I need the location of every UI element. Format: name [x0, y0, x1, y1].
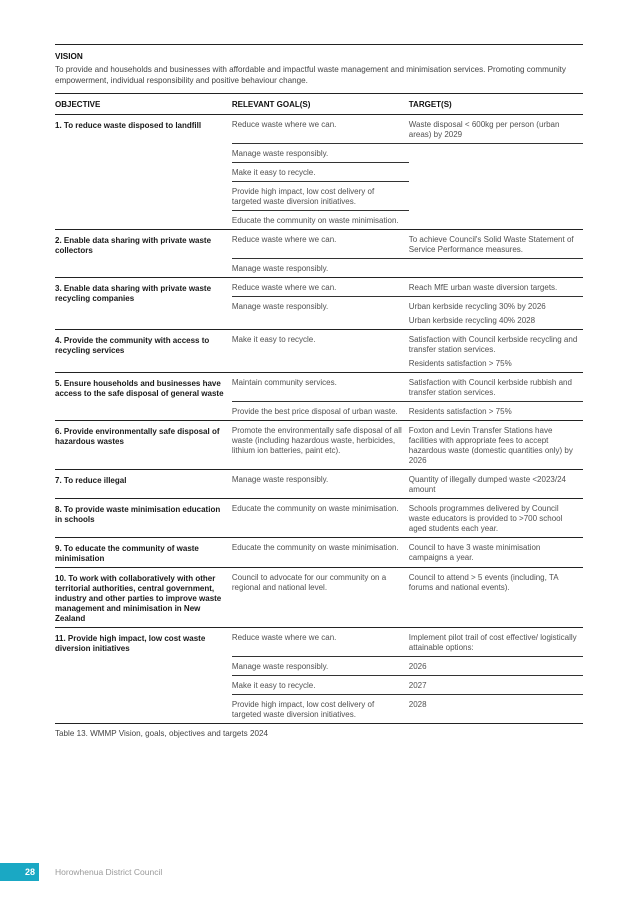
vision-top-rule [55, 44, 583, 45]
goal-cell: Reduce waste where we can. [232, 230, 409, 259]
objective-cell: 10. To work with collaboratively with other territorial authorities, central government, industry and other parties to improve waste management and minimisation in New Zealand [55, 568, 232, 628]
target-cell [409, 144, 583, 163]
target-cell [409, 115, 583, 144]
target-cell [409, 182, 583, 211]
target-cell [409, 538, 583, 568]
target-text: Urban kerbside recycling 40% 2028 [408, 316, 536, 326]
table-row [55, 373, 583, 402]
header-targets: TARGET(S) [409, 94, 583, 115]
target-text: Implement pilot trail of cost effective/ logistically attainable options: [408, 633, 577, 653]
header-relevant-goals: RELEVANT GOAL(S) [232, 94, 409, 115]
goal-cell: Make it easy to recycle. [232, 163, 409, 182]
goal-cell: Provide the best price disposal of urban waste. [232, 402, 409, 421]
target-text: 2026 [408, 662, 427, 672]
objective-cell: 7. To reduce illegal [55, 470, 232, 499]
target-cell [409, 695, 583, 724]
council-name: Horowhenua District Council [55, 867, 163, 877]
target-cell [409, 657, 583, 676]
table-row [55, 538, 583, 568]
table-caption: Table 13. WMMP Vision, goals, objectives and targets 2024 [55, 729, 268, 739]
goal-cell: Reduce waste where we can. [232, 278, 409, 297]
target-cell [409, 568, 583, 628]
table-row [55, 568, 583, 628]
goal-cell: Manage waste responsibly. [232, 144, 409, 163]
table-row [55, 330, 583, 373]
objective-cell: 6. Provide environmentally safe disposal of hazardous wastes [55, 421, 232, 470]
goal-cell: Manage waste responsibly. [232, 657, 409, 676]
table-row [55, 628, 583, 657]
objective-cell: 4. Provide the community with access to recycling services [55, 330, 232, 373]
target-cell [409, 278, 583, 297]
goal-cell: Reduce waste where we can. [232, 628, 409, 657]
table-row [55, 230, 583, 259]
objective-cell: 11. Provide high impact, low cost waste diversion initiatives [55, 628, 232, 724]
goal-cell: Manage waste responsibly. [232, 470, 409, 499]
target-text: Quantity of illegally dumped waste <2023/24 amount [408, 475, 566, 495]
table-body [55, 115, 583, 724]
target-cell [409, 676, 583, 695]
target-cell [409, 163, 583, 182]
goal-cell: Provide high impact, low cost delivery of targeted waste diversion initiatives. [232, 695, 409, 724]
target-text: Satisfaction with Council kerbside recycling and transfer station services. [408, 335, 578, 355]
table-header-row [55, 94, 583, 115]
target-cell [409, 330, 583, 373]
target-cell [409, 421, 583, 470]
goal-cell: Educate the community on waste minimisation. [232, 538, 409, 568]
target-text: Council to attend > 5 events (including, TA forums and national events). [408, 573, 559, 593]
target-cell [409, 297, 583, 330]
target-text: Schools programmes delivered by Council waste educators is provided to >700 school aged students each year. [408, 504, 563, 534]
objective-cell: 8. To provide waste minimisation education in schools [55, 499, 232, 538]
document-page [55, 44, 583, 738]
goal-cell: Reduce waste where we can. [232, 115, 409, 144]
table-row [55, 470, 583, 499]
target-text: Residents satisfaction > 75% [408, 359, 512, 369]
table-row [55, 115, 583, 144]
objective-cell: 2. Enable data sharing with private waste collectors [55, 230, 232, 278]
goal-cell: Maintain community services. [232, 373, 409, 402]
target-text: 2027 [408, 681, 427, 691]
objective-cell: 5. Ensure households and businesses have access to the safe disposal of general waste [55, 373, 232, 421]
table-row [55, 499, 583, 538]
goal-cell: Make it easy to recycle. [232, 676, 409, 695]
goal-cell: Council to advocate for our community on a regional and national level. [232, 568, 409, 628]
target-text: Council to have 3 waste minimisation campaigns a year. [408, 543, 541, 563]
header-objective: OBJECTIVE [55, 94, 232, 115]
goal-cell: Manage waste responsibly. [232, 297, 409, 330]
target-cell [409, 211, 583, 230]
target-cell [409, 499, 583, 538]
goal-cell: Provide high impact, low cost delivery of targeted waste diversion initiatives. [232, 182, 409, 211]
target-text: Foxton and Levin Transfer Stations have facilities with appropriate fees to accept hazardous waste (domestic quantities only) by 2026 [408, 426, 573, 466]
target-cell [409, 373, 583, 402]
goal-cell: Educate the community on waste minimisation. [232, 499, 409, 538]
goal-cell: Manage waste responsibly. [232, 259, 409, 278]
goal-cell: Educate the community on waste minimisation. [232, 211, 409, 230]
target-cell [409, 230, 583, 259]
objective-cell: 9. To educate the community of waste minimisation [55, 538, 232, 568]
table-row [55, 278, 583, 297]
target-text: Urban kerbside recycling 30% by 2026 [408, 302, 546, 312]
goal-cell: Make it easy to recycle. [232, 330, 409, 373]
vision-heading: VISION [55, 52, 83, 61]
target-text: 2028 [408, 700, 427, 710]
page-footer [0, 863, 637, 881]
target-text: To achieve Council's Solid Waste Statement of Service Performance measures. [408, 235, 574, 255]
target-text: Satisfaction with Council kerbside rubbish and transfer station services. [408, 378, 572, 398]
vision-text: To provide and households and businesses with affordable and impactful waste management and minimisation services. Promoting community empowerment, individual responsibility and positive behaviour change. [55, 65, 566, 85]
objective-cell: 1. To reduce waste disposed to landfill [55, 115, 232, 230]
objective-cell: 3. Enable data sharing with private waste recycling companies [55, 278, 232, 330]
target-cell [409, 259, 583, 278]
table-row [55, 421, 583, 470]
target-text: Waste disposal < 600kg per person (urban areas) by 2029 [408, 120, 560, 140]
target-text: Residents satisfaction > 75% [408, 407, 512, 417]
objectives-table [55, 93, 583, 724]
page-number: 28 [0, 863, 39, 881]
target-cell [409, 470, 583, 499]
target-cell [409, 628, 583, 657]
goal-cell: Promote the environmentally safe disposal of all waste (including hazardous waste, herbicides, lithium ion batteries, paint etc). [232, 421, 409, 470]
target-cell [409, 402, 583, 421]
target-text: Reach MfE urban waste diversion targets. [408, 283, 558, 293]
